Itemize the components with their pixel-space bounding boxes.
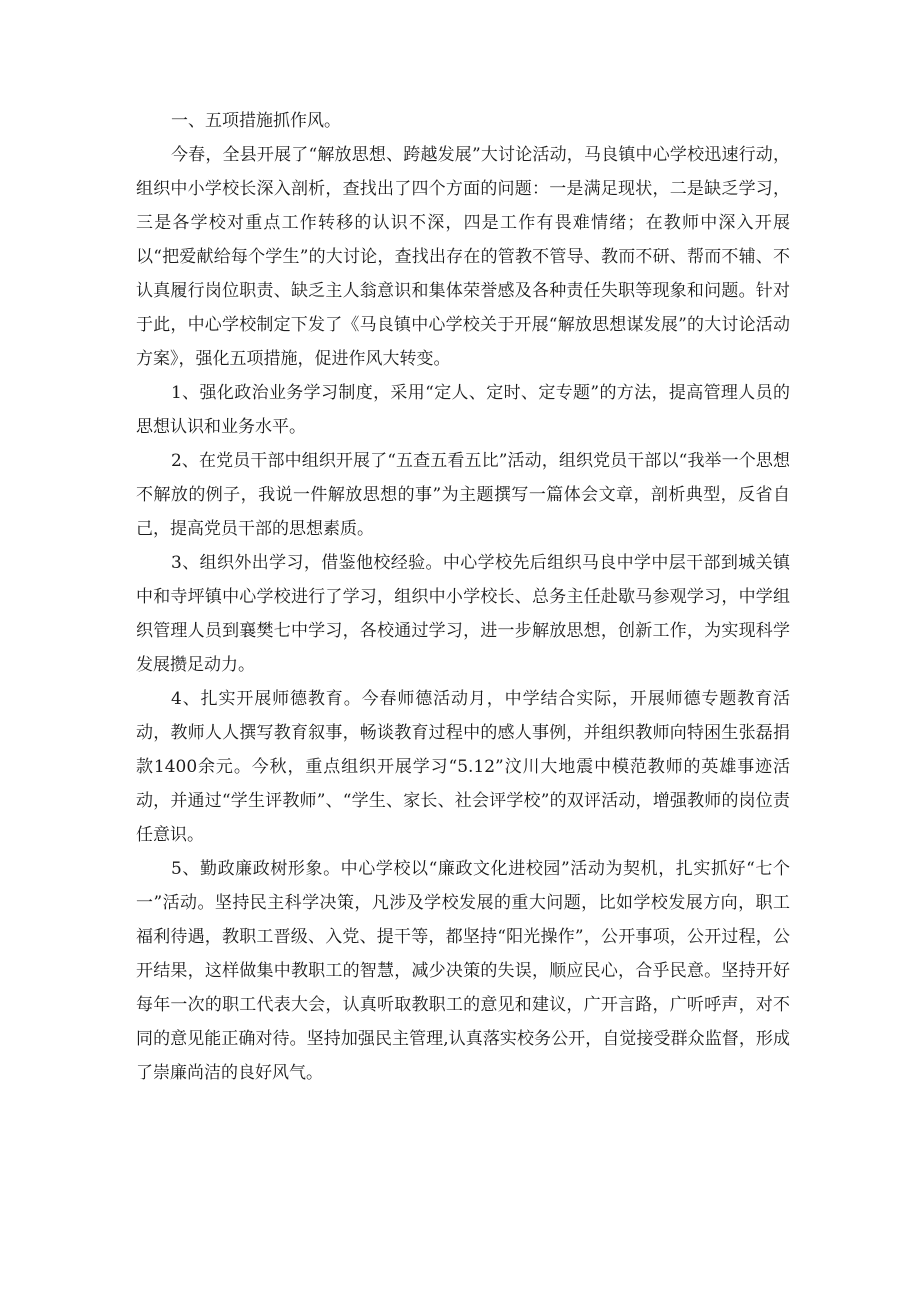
document-body xyxy=(136,104,790,1090)
paragraph-intro: 今春，全县开展了“解放思想、跨越发展”大讨论活动，马良镇中心学校迅速行动，组织中小学校长深入剖析，查找出了四个方面的问题：一是满足现状，二是缺乏学习，三是各学校对重点工作转移的认识不深，四是工作有畏难情绪；在教师中深入开展以“把爱献给每个学生”的大讨论，查找出存在的管教不管导、教而不研、帮而不辅、不认真履行岗位职责、缺乏主人翁意识和集体荣誉感及各种责任失职等现象和问题。针对于此，中心学校制定下发了《马良镇中心学校关于开展“解放思想谋发展”的大讨论活动方案》，强化五项措施，促进作风大转变。 xyxy=(136,145,790,369)
paragraph-measure-1: 1、强化政治业务学习制度，采用“定人、定时、定专题”的方法，提高管理人员的思想认识和业务水平。 xyxy=(136,383,790,437)
paragraph-measure-2: 2、在党员干部中组织开展了“五查五看五比”活动，组织党员干部以“我举一个思想不解放的例子，我说一件解放思想的事”为主题撰写一篇体会文章，剖析典型，反省自己，提高党员干部的思想素质。 xyxy=(136,451,790,539)
paragraph-measure-3: 3、组织外出学习，借鉴他校经验。中心学校先后组织马良中学中层干部到城关镇中和寺坪镇中心学校进行了学习，组织中小学校长、总务主任赴歇马参观学习，中学组织管理人员到襄樊七中学习，各校通过学习，进一步解放思想，创新工作，为实现科学发展攒足动力。 xyxy=(136,553,790,675)
section-heading: 一、五项措施抓作风。 xyxy=(171,111,341,131)
paragraph-measure-4: 4、扎实开展师德教育。今春师德活动月，中学结合实际，开展师德专题教育活动，教师人人撰写教育叙事，畅谈教育过程中的感人事例，并组织教师向特困生张磊捐款1400余元。今秋，重点组织开展学习“5.12”汶川大地震中模范教师的英雄事迹活动，并通过“学生评教师”、“学生、家长、社会评学校”的双评活动，增强教师的岗位责任意识。 xyxy=(136,689,790,845)
paragraph-measure-5: 5、勤政廉政树形象。中心学校以“廉政文化进校园”活动为契机，扎实抓好“七个一”活动。坚持民主科学决策，凡涉及学校发展的重大问题，比如学校发展方向，职工福利待遇，教职工晋级、入党、提干等，都坚持“阳光操作”，公开事项，公开过程，公开结果，这样做集中教职工的智慧，减少决策的失误，顺应民心，合乎民意。坚持开好每年一次的职工代表大会，认真听取教职工的意见和建议，广开言路，广听呼声，对不同的意见能正确对待。坚持加强民主管理,认真落实校务公开，自觉接受群众监督，形成了崇廉尚洁的良好风气。 xyxy=(136,859,790,1083)
